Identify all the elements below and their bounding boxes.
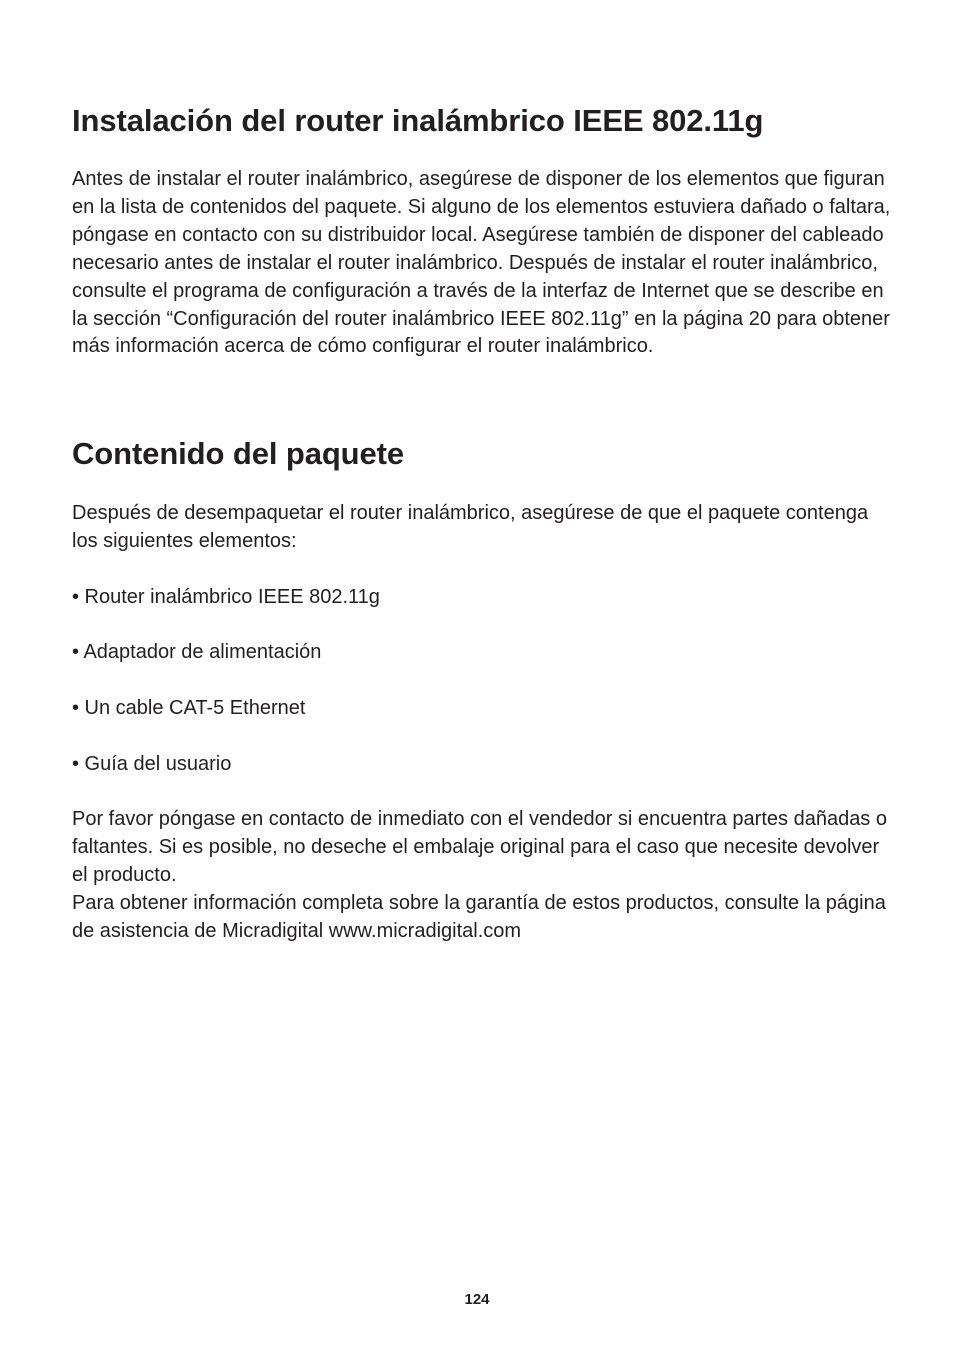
damaged-parts-notice: Por favor póngase en contacto de inmediato con el vendedor si encuentra partes dañadas o faltantes. Si es posible, no deseche el embalaje original para el caso que necesite devolver el producto.	[72, 808, 887, 886]
warranty-notice: Para obtener información completa sobre la garantía de estos productos, consulte la página de asistencia de Micradigital www.micradigital.com	[72, 891, 886, 942]
list-item: • Router inalámbrico IEEE 802.11g	[72, 586, 380, 608]
section-heading-installation: Instalación del router inalámbrico IEEE 802.11g	[72, 103, 764, 138]
list-item: • Adaptador de alimentación	[72, 641, 322, 663]
section-heading-package-contents: Contenido del paquete	[72, 436, 405, 471]
list-item: • Un cable CAT-5 Ethernet	[72, 697, 306, 719]
page-number: 124	[464, 1291, 490, 1308]
contact-paragraph	[72, 806, 892, 946]
list-item: • Guía del usuario	[72, 753, 232, 775]
package-contents-intro: Después de desempaquetar el router inalámbrico, asegúrese de que el paquete contenga los siguientes elementos:	[72, 502, 869, 552]
installation-paragraph: Antes de instalar el router inalámbrico, asegúrese de disponer de los elementos que figuran en la lista de contenidos del paquete. Si alguno de los elementos estuviera dañado o faltara, póngase en contacto con su distribuidor local. Asegúrese también de disponer del cableado necesario antes de instalar el router inalámbrico. Después de instalar el router inalámbrico, consulte el programa de configuración a través de la interfaz de Internet que se describe en la sección “Configuración del router inalámbrico IEEE 802.11g” en la página 20 para obtener más información acerca de cómo configurar el router inalámbrico.	[72, 168, 891, 358]
